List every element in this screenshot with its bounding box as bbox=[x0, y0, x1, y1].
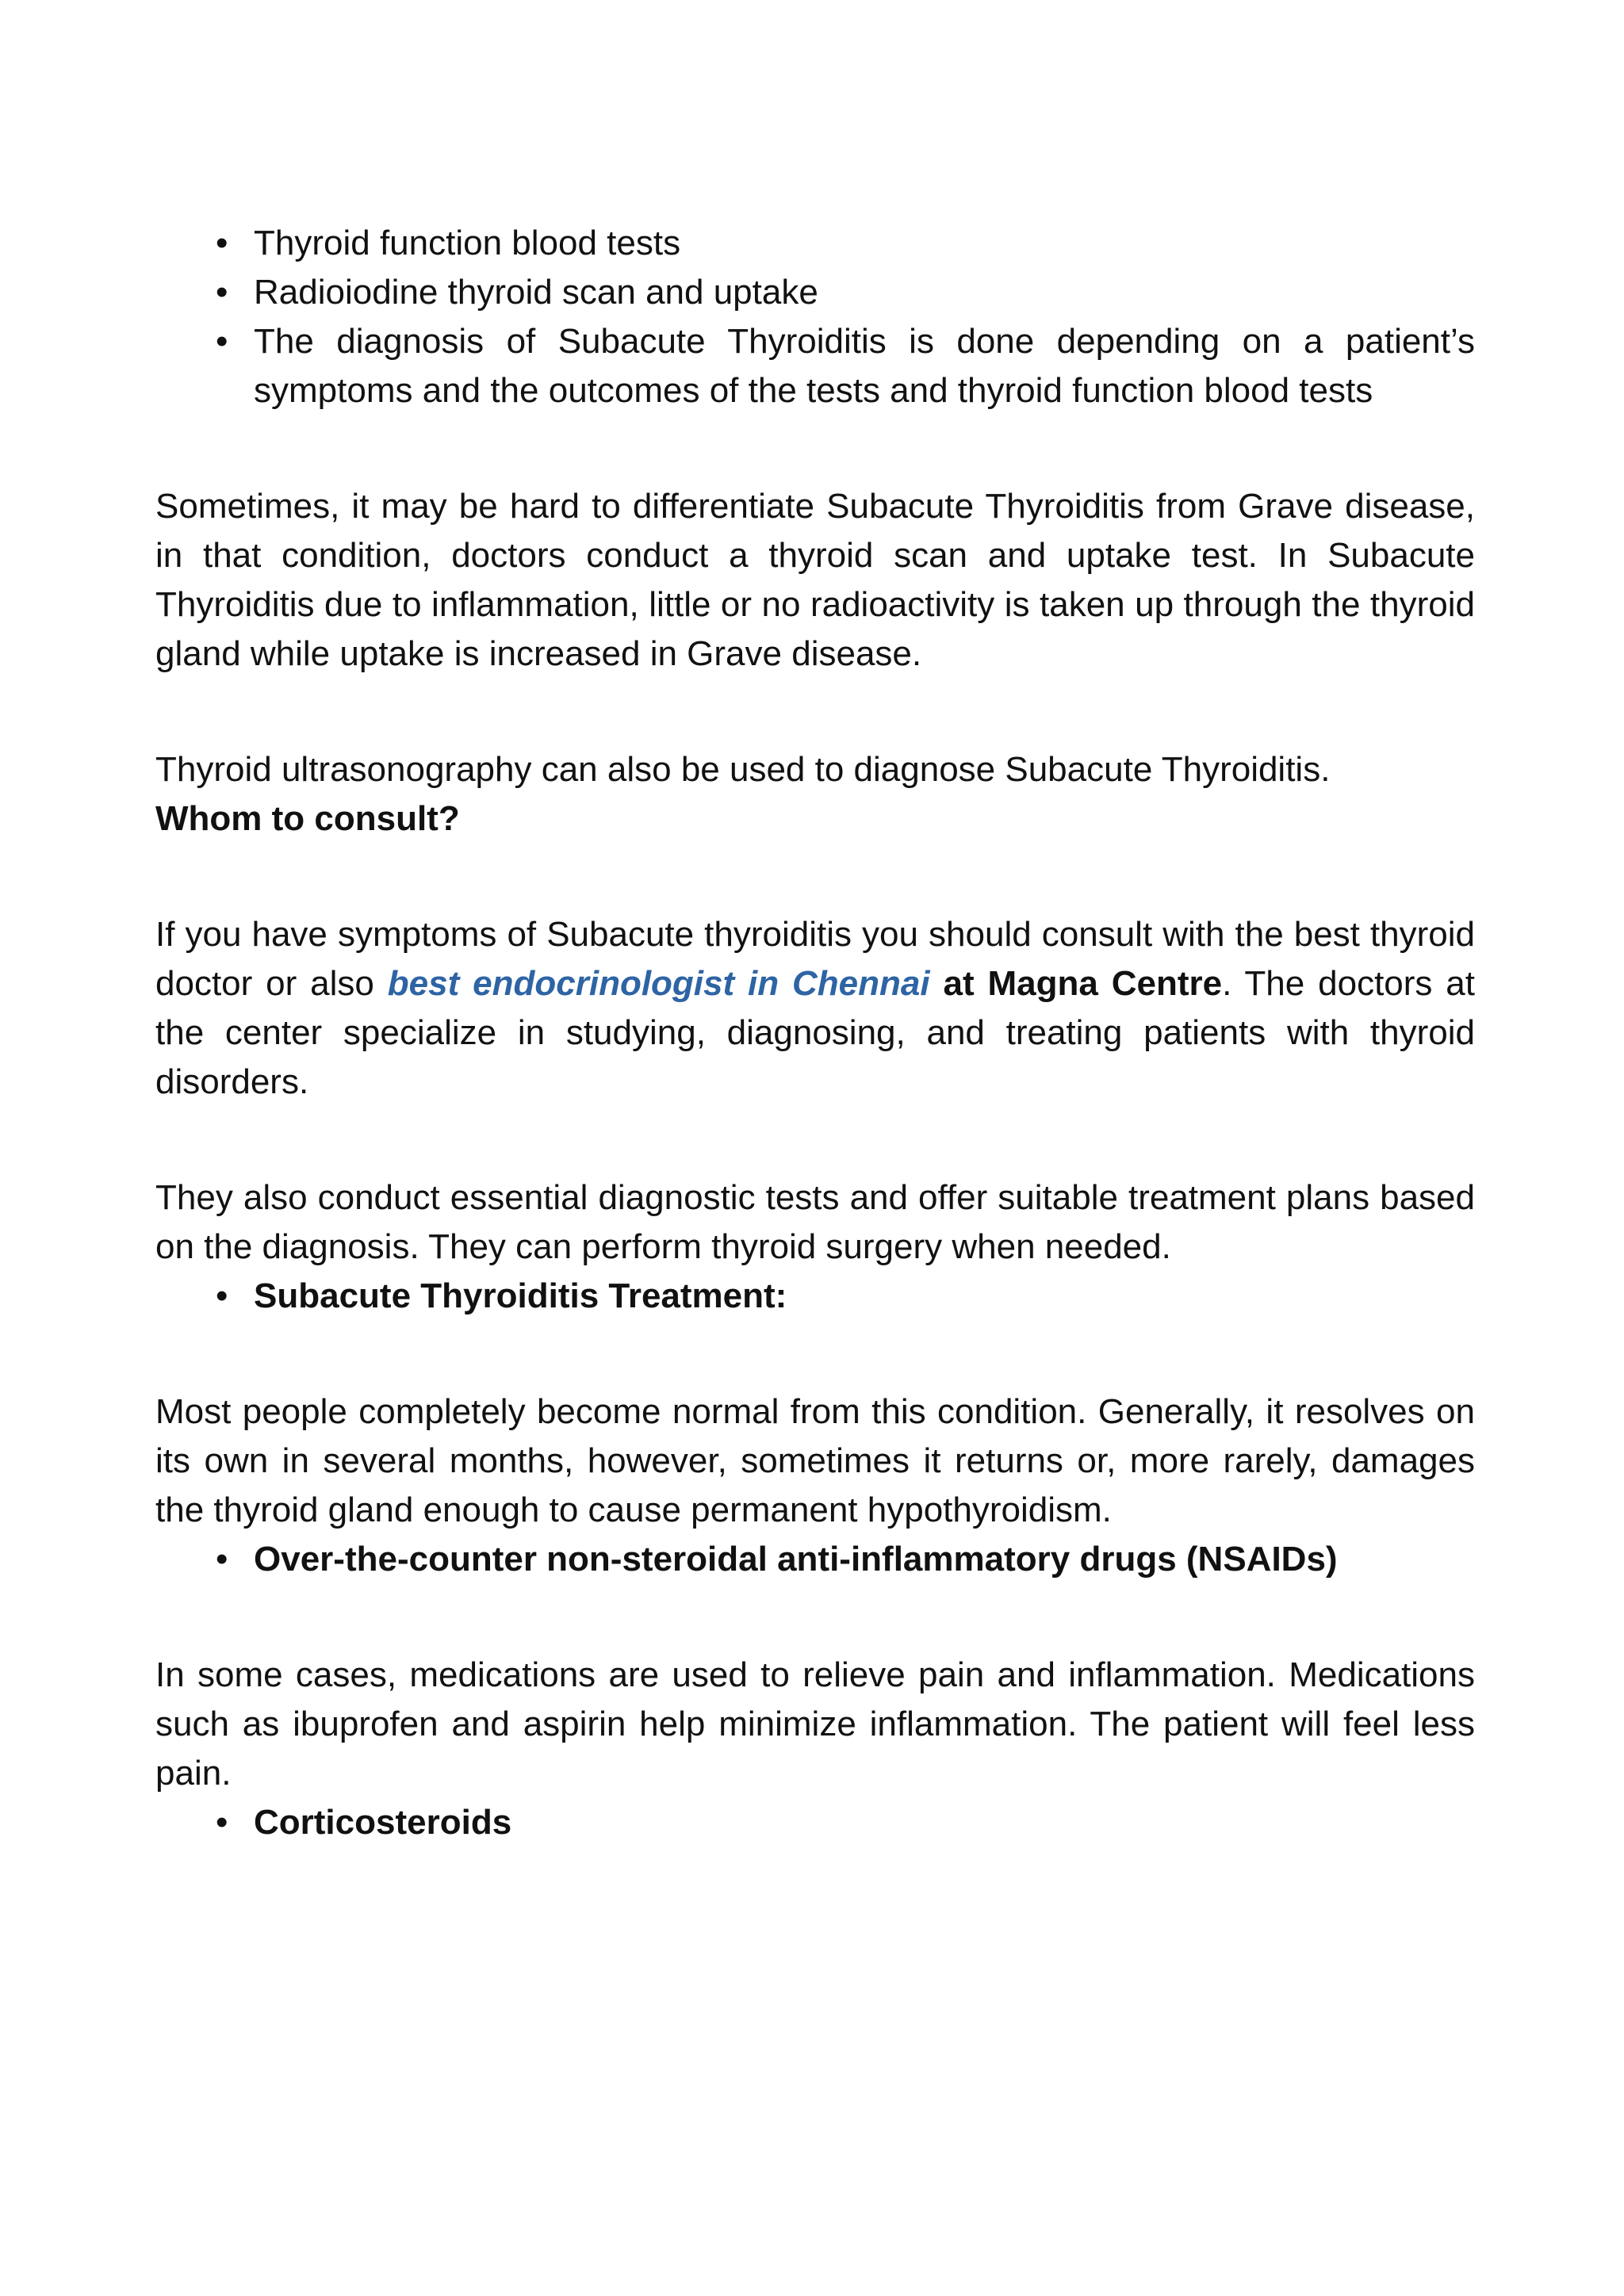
endocrinologist-link[interactable]: best endocrinologist in Chennai bbox=[387, 964, 930, 1003]
bullet-icon: • bbox=[216, 1276, 228, 1315]
bullet-icon: • bbox=[216, 273, 228, 312]
list-item-text: The diagnosis of Subacute Thyroiditis is done depending on a patient’s symptoms and the outcomes of the tests and thyroid function blood tests bbox=[254, 322, 1475, 410]
list-item bbox=[155, 1535, 1475, 1584]
list-item-text: Thyroid function blood tests bbox=[254, 224, 681, 262]
list-item bbox=[155, 219, 1475, 268]
list-item-text: Radioiodine thyroid scan and uptake bbox=[254, 273, 818, 312]
corticosteroids-heading: Corticosteroids bbox=[254, 1803, 512, 1842]
ultrasonography-paragraph: Thyroid ultrasonography can also be used to diagnose Subacute Thyroiditis. bbox=[155, 750, 1331, 789]
document-page bbox=[155, 219, 1475, 1847]
diagnostic-tests-paragraph: They also conduct essential diagnostic tests and offer suitable treatment plans based on the diagnosis. They can perform thyroid surgery when needed. bbox=[155, 1178, 1475, 1266]
list-item bbox=[155, 1798, 1475, 1847]
treatment-heading: Subacute Thyroiditis Treatment: bbox=[254, 1276, 787, 1315]
medications-paragraph: In some cases, medications are used to relieve pain and inflammation. Medications such as ibuprofen and aspirin help minimize inflammation. The patient will feel less pain. bbox=[155, 1655, 1475, 1793]
consult-text-before: If you have symptoms of Subacute thyroiditis you should consult with the best thyroid doctor or also bbox=[155, 915, 1475, 1003]
bullet-icon: • bbox=[216, 322, 228, 361]
magna-centre-text: at Magna Centre bbox=[929, 964, 1223, 1003]
list-item bbox=[155, 1272, 1475, 1321]
grave-disease-paragraph: Sometimes, it may be hard to differentiate Subacute Thyroiditis from Grave disease, in that condition, doctors conduct a thyroid scan and uptake test. In Subacute Thyroiditis due to inflammation, little or no radioactivity is taken up through the thyroid gland while uptake is increased in Grave disease. bbox=[155, 487, 1475, 673]
recovery-paragraph: Most people completely become normal from this condition. Generally, it resolves on its own in several months, however, sometimes it returns or, more rarely, damages the thyroid gland enough to cause permanent hypothyroidism. bbox=[155, 1392, 1475, 1529]
consult-paragraph bbox=[155, 910, 1475, 1107]
list-item bbox=[155, 268, 1475, 317]
diagnosis-test-list bbox=[155, 219, 1475, 415]
nsaids-heading: Over-the-counter non-steroidal anti-inflammatory drugs (NSAIDs) bbox=[254, 1540, 1338, 1578]
bullet-icon: • bbox=[216, 1803, 228, 1842]
bullet-icon: • bbox=[216, 1540, 228, 1578]
corticosteroids-heading-list bbox=[155, 1798, 1475, 1847]
treatment-heading-list bbox=[155, 1272, 1475, 1321]
bullet-icon: • bbox=[216, 224, 228, 262]
consult-heading: Whom to consult? bbox=[155, 799, 460, 838]
nsaids-heading-list bbox=[155, 1535, 1475, 1584]
consult-text-after: . The doctors at the center specialize in studying, diagnosing, and treating patients with thyroid disorders. bbox=[155, 964, 1476, 1101]
list-item bbox=[155, 317, 1475, 415]
